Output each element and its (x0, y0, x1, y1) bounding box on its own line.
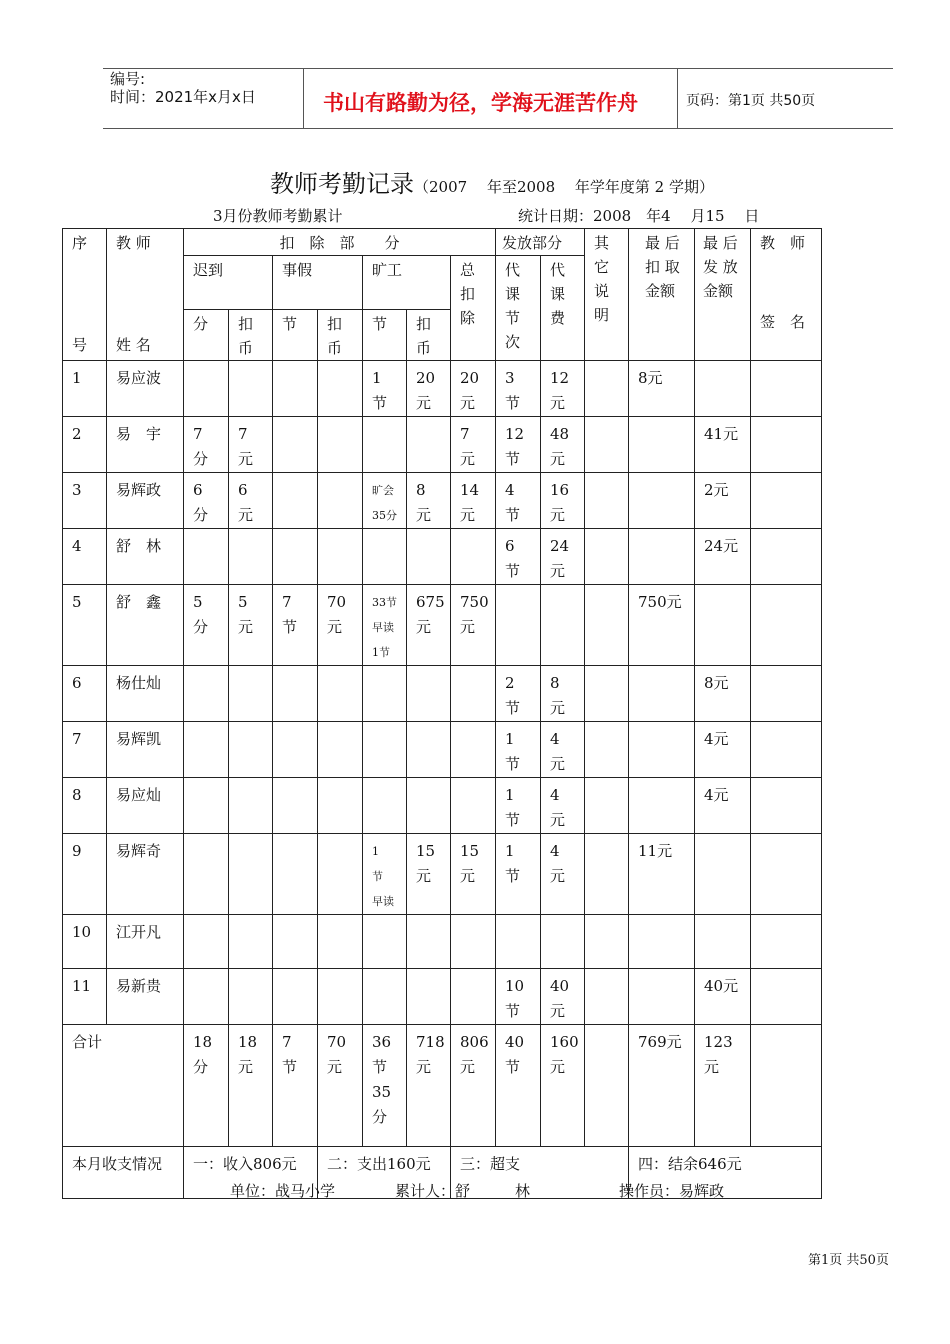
cell-seq: 2 (63, 417, 107, 473)
serial-label: 编号: (110, 70, 146, 88)
header-pay-group: 发放部分 (496, 229, 585, 256)
cell-leave-n: 7 节 (273, 585, 318, 666)
totals-leave-n: 7 节 (273, 1025, 318, 1147)
cell-sub-n: 1 节 (496, 722, 541, 778)
cell-other (585, 473, 629, 529)
cell-final-deduct (629, 529, 695, 585)
cell-sign (751, 417, 822, 473)
cell-name: 江开凡 (107, 915, 184, 969)
cell-sub-n: 6 节 (496, 529, 541, 585)
table-body (63, 361, 822, 1025)
cell-sub-n: 1 节 (496, 834, 541, 915)
cell-final-deduct (629, 722, 695, 778)
header-unit-lessons-absent: 节 (363, 310, 407, 361)
cell-absent-money: 675 元 (407, 585, 451, 666)
cell-final-deduct: 11元 (629, 834, 695, 915)
cell-sub-fee (541, 915, 585, 969)
cell-seq: 8 (63, 778, 107, 834)
cell-sign (751, 778, 822, 834)
cell-leave-money (318, 361, 363, 417)
cell-absent-n: 1 节 (363, 361, 407, 417)
cell-absent-money (407, 666, 451, 722)
totals-total: 806 元 (451, 1025, 496, 1147)
cell-final-pay: 8元 (695, 666, 751, 722)
cell-leave-n (273, 529, 318, 585)
cell-absent-n (363, 969, 407, 1025)
cell-sign (751, 834, 822, 915)
cell-final-pay: 41元 (695, 417, 751, 473)
cell-other (585, 915, 629, 969)
cell-final-pay: 2元 (695, 473, 751, 529)
cell-sub-n: 4 节 (496, 473, 541, 529)
cell-sub-fee: 16 元 (541, 473, 585, 529)
cell-late-money (229, 778, 273, 834)
cell-final-pay (695, 361, 751, 417)
cell-final-deduct: 750元 (629, 585, 695, 666)
totals-row (63, 1025, 822, 1147)
page-info: 页码：第1页 共50页 (686, 93, 816, 109)
motto: 书山有路勤为径，学海无涯苦作舟 (323, 91, 638, 115)
table-row (63, 361, 822, 417)
summary-over: 三：超支 (451, 1147, 629, 1199)
cell-late-money (229, 722, 273, 778)
cell-name: 易 宇 (107, 417, 184, 473)
cell-total (451, 969, 496, 1025)
header-top-rule (103, 68, 893, 69)
header-teacher-top: 教 师 (116, 234, 151, 252)
cell-final-deduct (629, 666, 695, 722)
cell-final-pay (695, 585, 751, 666)
cell-sub-fee: 48 元 (541, 417, 585, 473)
header-sign-bottom: 签 名 (760, 313, 806, 331)
cell-other (585, 361, 629, 417)
cell-sub-fee: 4 元 (541, 722, 585, 778)
table-row (63, 778, 822, 834)
cell-late-min (184, 666, 229, 722)
footer-accumulator: 累计人：舒 林 (395, 1182, 531, 1200)
header-leave: 事假 (273, 256, 363, 310)
cell-seq: 5 (63, 585, 107, 666)
cell-total (451, 722, 496, 778)
cell-leave-money (318, 417, 363, 473)
cell-leave-n (273, 915, 318, 969)
cell-total (451, 529, 496, 585)
cell-leave-n (273, 473, 318, 529)
cell-absent-n (363, 915, 407, 969)
header-total-deduct: 总 扣 除 (451, 256, 496, 361)
summary-label: 本月收支情况 (63, 1147, 184, 1199)
cell-sub-fee: 4 元 (541, 834, 585, 915)
header-teacher (107, 229, 184, 361)
cell-seq: 4 (63, 529, 107, 585)
header-sub-fee: 代 课 费 (541, 256, 585, 361)
cell-leave-n (273, 969, 318, 1025)
cell-leave-money (318, 915, 363, 969)
attendance-table (62, 228, 822, 1199)
cell-absent-money (407, 529, 451, 585)
cell-other (585, 778, 629, 834)
totals-sub-n: 40 节 (496, 1025, 541, 1147)
cell-leave-money (318, 834, 363, 915)
cell-absent-money (407, 778, 451, 834)
cell-name: 舒 鑫 (107, 585, 184, 666)
cell-leave-n (273, 361, 318, 417)
cell-sign (751, 361, 822, 417)
cell-late-min (184, 361, 229, 417)
cell-name: 易应波 (107, 361, 184, 417)
subheader-left: 3月份教师考勤累计 (213, 207, 343, 225)
cell-seq: 1 (63, 361, 107, 417)
totals-late-min: 18 分 (184, 1025, 229, 1147)
header-final-deduct: 最 后 扣 取 金额 (629, 229, 695, 361)
cell-absent-n (363, 722, 407, 778)
header-absent: 旷工 (363, 256, 451, 310)
header-deduct-money-late: 扣 币 (229, 310, 273, 361)
cell-final-pay (695, 834, 751, 915)
cell-late-money (229, 666, 273, 722)
cell-absent-n: 1 节 早读 (363, 834, 407, 915)
cell-absent-money (407, 417, 451, 473)
cell-seq: 11 (63, 969, 107, 1025)
cell-sub-fee: 24 元 (541, 529, 585, 585)
cell-total: 7 元 (451, 417, 496, 473)
cell-late-money (229, 969, 273, 1025)
header-seq (63, 229, 107, 361)
cell-sub-n (496, 915, 541, 969)
header-sign (751, 229, 822, 361)
cell-absent-n (363, 417, 407, 473)
cell-total: 15 元 (451, 834, 496, 915)
header-sign-top: 教 师 (760, 234, 806, 252)
footer-operator: 操作员：易辉政 (619, 1182, 725, 1200)
cell-name: 舒 林 (107, 529, 184, 585)
cell-absent-money (407, 722, 451, 778)
totals-late-money: 18 元 (229, 1025, 273, 1147)
header-bottom-rule (103, 128, 893, 129)
cell-late-min (184, 722, 229, 778)
cell-sign (751, 585, 822, 666)
cell-sign (751, 722, 822, 778)
cell-final-pay: 4元 (695, 778, 751, 834)
header-divider-2 (677, 68, 678, 128)
table-row (63, 834, 822, 915)
cell-sub-fee: 12 元 (541, 361, 585, 417)
cell-leave-n (273, 666, 318, 722)
cell-late-min (184, 778, 229, 834)
table-row (63, 473, 822, 529)
cell-sign (751, 969, 822, 1025)
header-divider-1 (303, 68, 304, 128)
totals-final-deduct: 769元 (629, 1025, 695, 1147)
summary-income: 一：收入806元 (184, 1147, 318, 1199)
summary-balance: 四：结余646元 (629, 1147, 822, 1199)
cell-absent-n: 33节 早读 1节 (363, 585, 407, 666)
table-row (63, 969, 822, 1025)
cell-final-pay: 40元 (695, 969, 751, 1025)
cell-late-money (229, 834, 273, 915)
totals-absent-money: 718 元 (407, 1025, 451, 1147)
cell-other (585, 585, 629, 666)
cell-final-deduct (629, 969, 695, 1025)
cell-leave-money: 70 元 (318, 585, 363, 666)
cell-late-money (229, 915, 273, 969)
page-number: 第1页 共50页 (808, 1253, 889, 1268)
cell-total: 14 元 (451, 473, 496, 529)
cell-sub-n (496, 585, 541, 666)
totals-sign (751, 1025, 822, 1147)
table-row (63, 666, 822, 722)
cell-seq: 6 (63, 666, 107, 722)
header-final-pay: 最 后 发 放 金额 (695, 229, 751, 361)
cell-seq: 7 (63, 722, 107, 778)
cell-leave-money (318, 473, 363, 529)
header-seq-top: 序 (72, 234, 88, 252)
table-row (63, 417, 822, 473)
cell-sub-fee (541, 585, 585, 666)
header-teacher-bottom: 姓 名 (116, 336, 151, 354)
cell-late-min: 6 分 (184, 473, 229, 529)
cell-name: 易辉政 (107, 473, 184, 529)
cell-other (585, 722, 629, 778)
time-label: 时间：2021年x月x日 (110, 88, 256, 106)
cell-sign (751, 529, 822, 585)
cell-absent-n (363, 529, 407, 585)
cell-final-deduct (629, 473, 695, 529)
cell-absent-n (363, 778, 407, 834)
cell-late-min (184, 529, 229, 585)
cell-absent-n: 旷会 35分 (363, 473, 407, 529)
cell-final-pay: 24元 (695, 529, 751, 585)
cell-leave-money (318, 666, 363, 722)
cell-late-min: 7 分 (184, 417, 229, 473)
cell-name: 易应灿 (107, 778, 184, 834)
table-row (63, 585, 822, 666)
cell-final-deduct: 8元 (629, 361, 695, 417)
table-row (63, 915, 822, 969)
cell-final-pay: 4元 (695, 722, 751, 778)
cell-total: 750 元 (451, 585, 496, 666)
totals-final-pay: 123 元 (695, 1025, 751, 1147)
cell-name: 易辉奇 (107, 834, 184, 915)
cell-seq: 10 (63, 915, 107, 969)
cell-other (585, 666, 629, 722)
totals-leave-money: 70 元 (318, 1025, 363, 1147)
cell-late-min (184, 834, 229, 915)
cell-name: 易辉凯 (107, 722, 184, 778)
cell-sign (751, 666, 822, 722)
cell-absent-n (363, 666, 407, 722)
cell-final-deduct (629, 915, 695, 969)
cell-late-money (229, 361, 273, 417)
cell-leave-money (318, 529, 363, 585)
cell-sign (751, 915, 822, 969)
cell-sub-fee: 8 元 (541, 666, 585, 722)
cell-absent-money: 20 元 (407, 361, 451, 417)
cell-other (585, 529, 629, 585)
cell-late-min (184, 915, 229, 969)
cell-leave-money (318, 778, 363, 834)
cell-late-money: 5 元 (229, 585, 273, 666)
cell-sub-n: 1 节 (496, 778, 541, 834)
cell-total (451, 778, 496, 834)
cell-leave-money (318, 969, 363, 1025)
cell-late-min: 5 分 (184, 585, 229, 666)
cell-total (451, 666, 496, 722)
cell-sub-n: 10 节 (496, 969, 541, 1025)
header-late: 迟到 (184, 256, 273, 310)
title-main: 教师考勤记录 (270, 170, 414, 198)
cell-leave-n (273, 722, 318, 778)
cell-absent-money (407, 915, 451, 969)
cell-other (585, 969, 629, 1025)
document-title (270, 164, 714, 199)
cell-final-deduct (629, 417, 695, 473)
footer-unit: 单位：战马小学 (230, 1182, 336, 1200)
title-term: （2007 年至2008 年学年度第 2 学期） (414, 178, 714, 196)
header-unit-lessons-leave: 节 (273, 310, 318, 361)
cell-total: 20 元 (451, 361, 496, 417)
cell-total (451, 915, 496, 969)
cell-final-pay (695, 915, 751, 969)
cell-sub-n: 12 节 (496, 417, 541, 473)
cell-leave-money (318, 722, 363, 778)
cell-sub-n: 2 节 (496, 666, 541, 722)
cell-late-money: 7 元 (229, 417, 273, 473)
cell-leave-n (273, 417, 318, 473)
cell-absent-money: 15 元 (407, 834, 451, 915)
header-unit-minutes: 分 (184, 310, 229, 361)
summary-expense: 二：支出160元 (318, 1147, 451, 1199)
header-sub-lessons: 代 课 节 次 (496, 256, 541, 361)
cell-late-money: 6 元 (229, 473, 273, 529)
header-deduct-money-absent: 扣 币 (407, 310, 451, 361)
header-seq-bottom: 号 (72, 336, 88, 354)
cell-absent-money (407, 969, 451, 1025)
cell-sub-n: 3 节 (496, 361, 541, 417)
cell-seq: 3 (63, 473, 107, 529)
cell-sign (751, 473, 822, 529)
subheader-right: 统计日期：2008 年4 月15 日 (518, 207, 760, 225)
table-row (63, 529, 822, 585)
header-other-notes: 其 它 说 明 (585, 229, 629, 361)
cell-sub-fee: 40 元 (541, 969, 585, 1025)
cell-other (585, 417, 629, 473)
cell-sub-fee: 4 元 (541, 778, 585, 834)
header-deduct-group: 扣 除 部 分 (184, 229, 496, 256)
cell-leave-n (273, 834, 318, 915)
cell-other (585, 834, 629, 915)
cell-absent-money: 8 元 (407, 473, 451, 529)
cell-late-min (184, 969, 229, 1025)
totals-other (585, 1025, 629, 1147)
totals-absent-n: 36 节 35 分 (363, 1025, 407, 1147)
cell-seq: 9 (63, 834, 107, 915)
cell-name: 易新贵 (107, 969, 184, 1025)
cell-name: 杨仕灿 (107, 666, 184, 722)
totals-sub-fee: 160 元 (541, 1025, 585, 1147)
cell-leave-n (273, 778, 318, 834)
totals-label: 合计 (63, 1025, 184, 1147)
cell-final-deduct (629, 778, 695, 834)
table-row (63, 722, 822, 778)
cell-late-money (229, 529, 273, 585)
header-deduct-money-leave: 扣 币 (318, 310, 363, 361)
